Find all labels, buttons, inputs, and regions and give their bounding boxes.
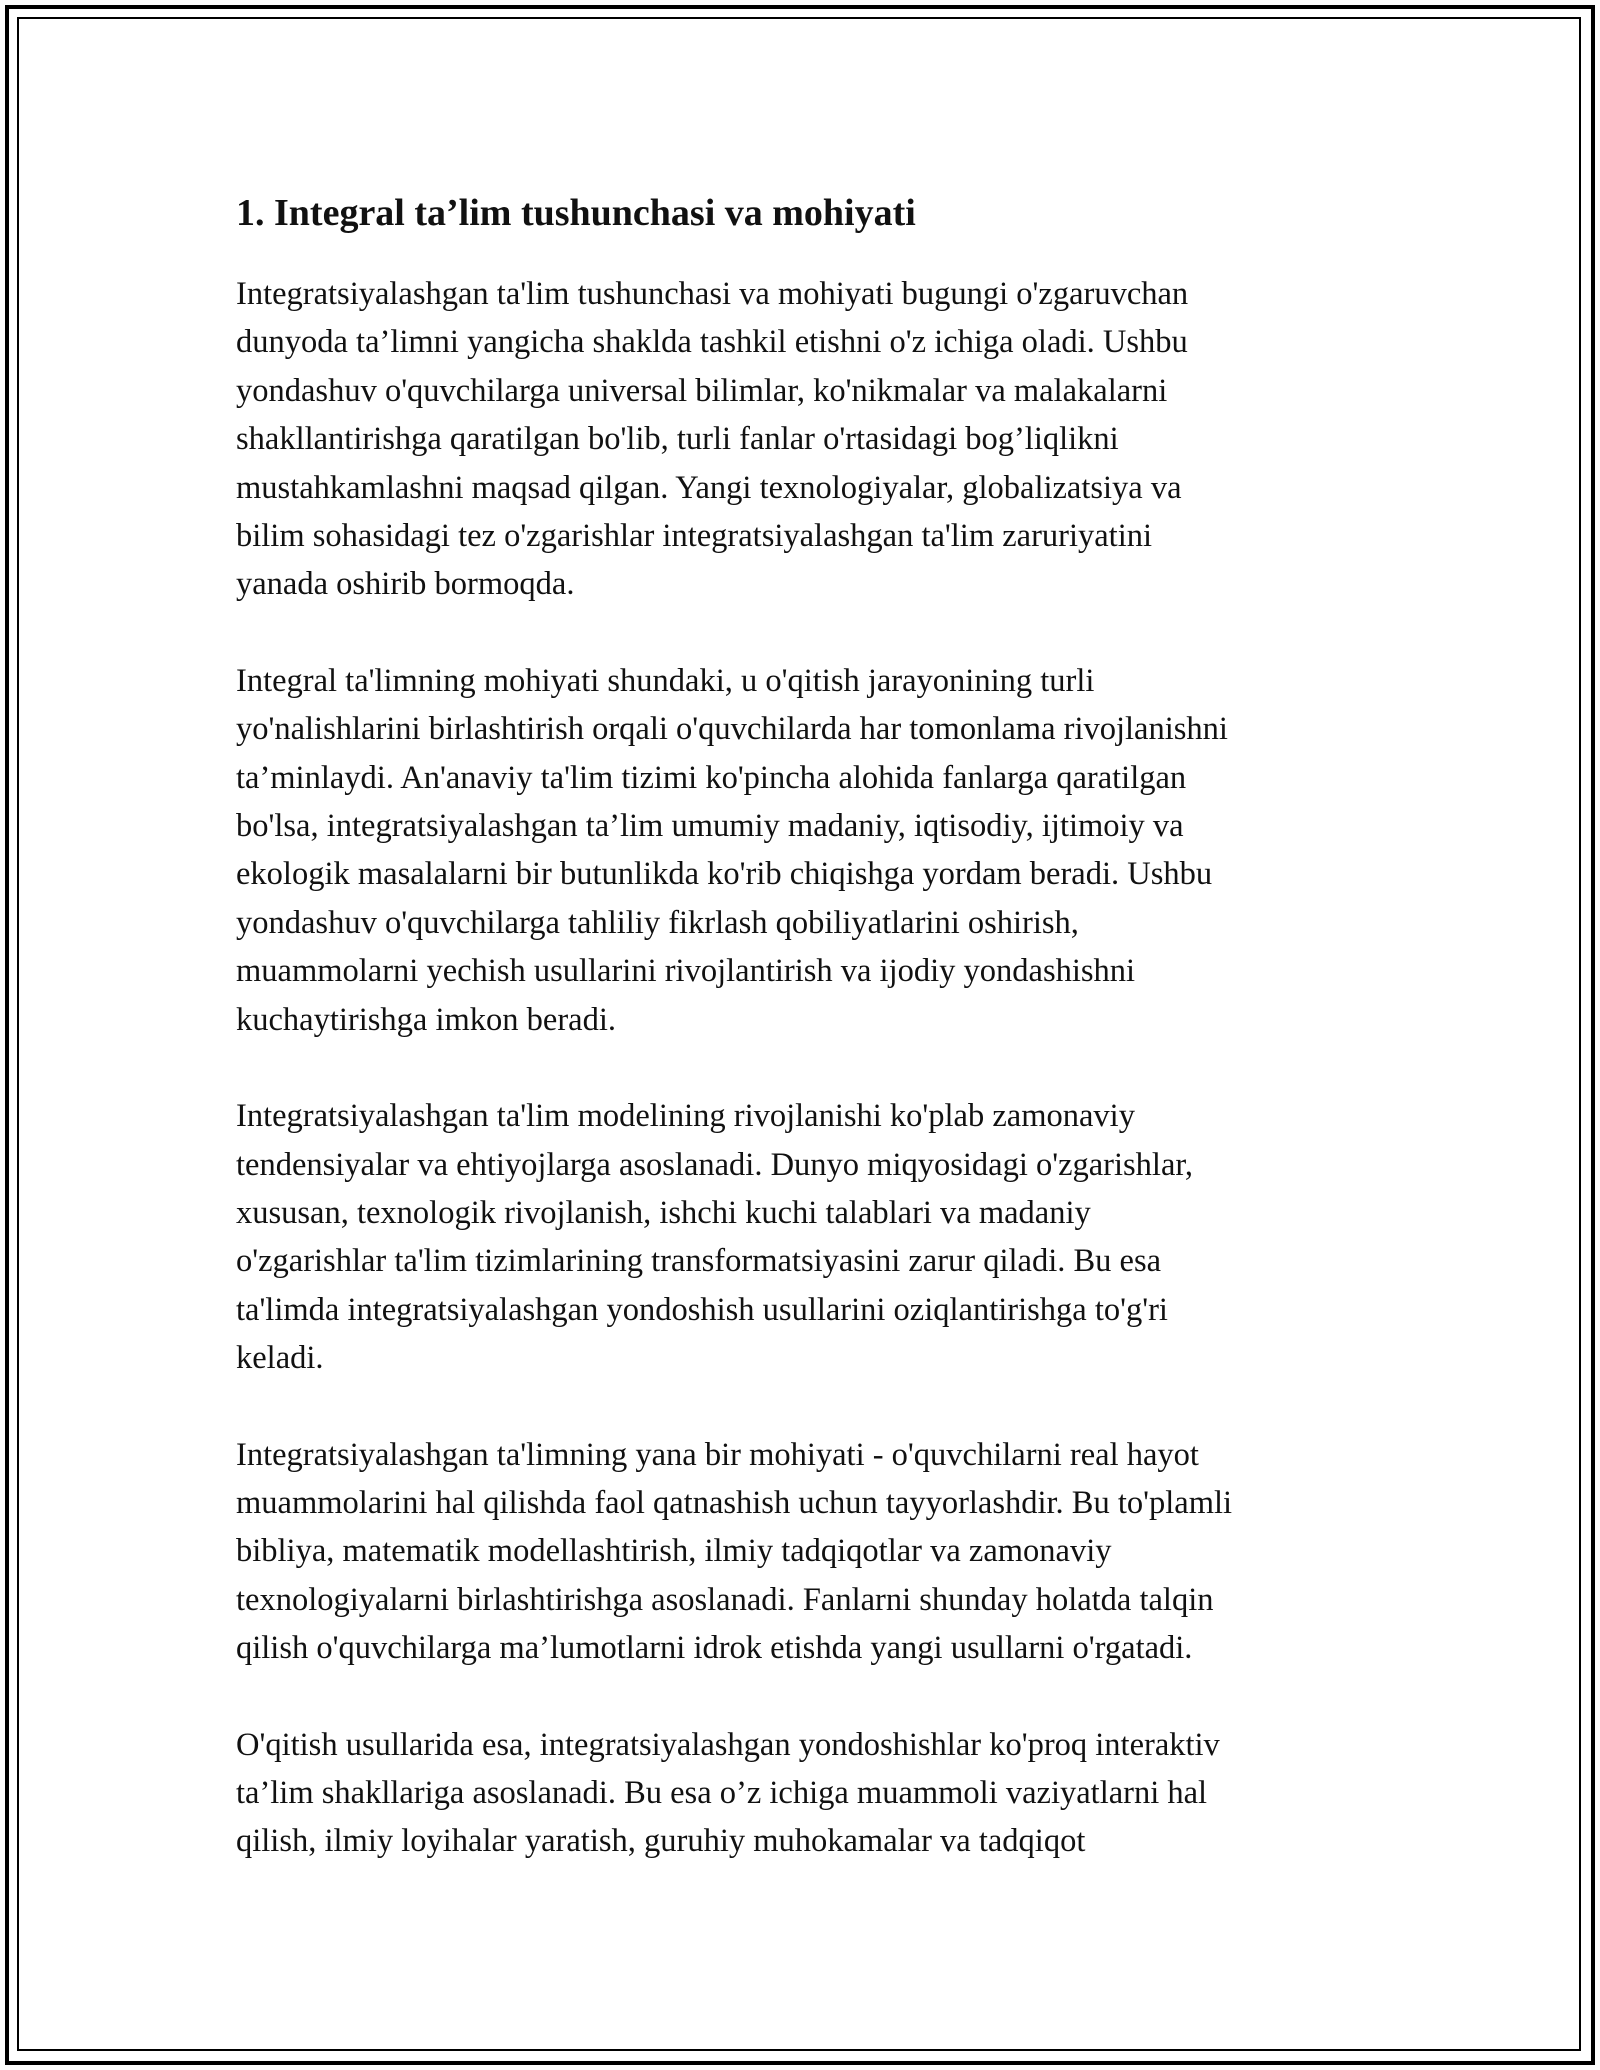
text-line: yondashuv o'quvchilarga universal bilimlar, ko'nikmalar va malakalarni: [236, 372, 1168, 409]
text-line: bo'lsa, integratsiyalashgan ta’lim umumiy madaniy, iqtisodiy, ijtimoiy va: [236, 808, 1184, 845]
text-line: keladi.: [236, 1340, 324, 1377]
text-line: O'qitish usullarida esa, integratsiyalashgan yondoshishlar ko'proq interaktiv: [236, 1726, 1220, 1763]
text-line: tendensiyalar va ehtiyojlarga asoslanadi. Dunyo miqyosidagi o'zgarishlar,: [236, 1146, 1194, 1183]
text-line: Integratsiyalashgan ta'limning yana bir mohiyati - o'quvchilarni real hayot: [236, 1436, 1199, 1473]
text-line: texnologiyalarni birlashtirishga asoslanadi. Fanlarni shunday holatda talqin: [236, 1581, 1214, 1618]
text-line: bibliya, matematik modellashtirish, ilmiy tadqiqotlar va zamonaviy: [236, 1533, 1112, 1570]
paragraph-1: [236, 270, 1376, 609]
text-line: xususan, texnologik rivojlanish, ishchi kuchi talablari va madaniy: [236, 1194, 1091, 1231]
paragraph-5: [236, 1721, 1376, 1866]
text-line: o'zgarishlar ta'lim tizimlarining transformatsiyasini zarur qiladi. Bu esa: [236, 1243, 1162, 1280]
paragraph-3: [236, 1092, 1376, 1382]
paragraph-4: [236, 1431, 1376, 1673]
text-line: muammolarini hal qilishda faol qatnashish uchun tayyorlashdir. Bu to'plamli: [236, 1484, 1233, 1521]
text-line: yanada oshirib bormoqda.: [236, 566, 575, 603]
text-line: ta’minlaydi. An'anaviy ta'lim tizimi ko'pincha alohida fanlarga qaratilgan: [236, 759, 1187, 796]
text-line: Integratsiyalashgan ta'lim tushunchasi va mohiyati bugungi o'zgaruvchan: [236, 276, 1189, 312]
text-line: ekologik masalalarni bir butunlikda ko'rib chiqishga yordam beradi. Ushbu: [236, 856, 1213, 893]
text-line: shakllantirishga qaratilgan bo'lib, turli fanlar o'rtasidagi bog’liqlikni: [236, 421, 1119, 458]
text-line: qilish o'quvchilarga ma’lumotlarni idrok etishda yangi usullarni o'rgatadi.: [236, 1630, 1193, 1667]
section-heading: 1. Integral ta’lim tushunchasi va mohiyati: [236, 192, 916, 234]
text-line: Integratsiyalashgan ta'lim modelining rivojlanishi ko'plab zamonaviy: [236, 1098, 1135, 1135]
text-line: mustahkamlashni maqsad qilgan. Yangi texnologiyalar, globalizatsiya va: [236, 469, 1182, 506]
text-line: ta'limda integratsiyalashgan yondoshish usullarini oziqlantirishga to'g'ri: [236, 1291, 1168, 1328]
text-line: yondashuv o'quvchilarga tahliliy fikrlash qobiliyatlarini oshirish,: [236, 904, 1079, 941]
text-line: kuchaytirishga imkon beradi.: [236, 1001, 616, 1038]
text-line: qilish, ilmiy loyihalar yaratish, guruhiy muhokamalar va tadqiqot: [236, 1823, 1086, 1860]
paragraph-2: [236, 657, 1376, 1044]
document-body: [236, 186, 1376, 1914]
text-line: muammolarni yechish usullarini rivojlantirish va ijodiy yondashishni: [236, 953, 1136, 990]
text-line: yo'nalishlarini birlashtirish orqali o'quvchilarda har tomonlama rivojlanishni: [236, 711, 1228, 748]
text-line: Integral ta'limning mohiyati shundaki, u o'qitish jarayonining turli: [236, 662, 1095, 699]
text-line: ta’lim shakllariga asoslanadi. Bu esa o’z ichiga muammoli vaziyatlarni hal: [236, 1774, 1208, 1811]
text-line: dunyoda ta’limni yangicha shaklda tashkil etishni o'z ichiga oladi. Ushbu: [236, 324, 1188, 361]
text-line: bilim sohasidagi tez o'zgarishlar integratsiyalashgan ta'lim zaruriyatini: [236, 518, 1153, 555]
